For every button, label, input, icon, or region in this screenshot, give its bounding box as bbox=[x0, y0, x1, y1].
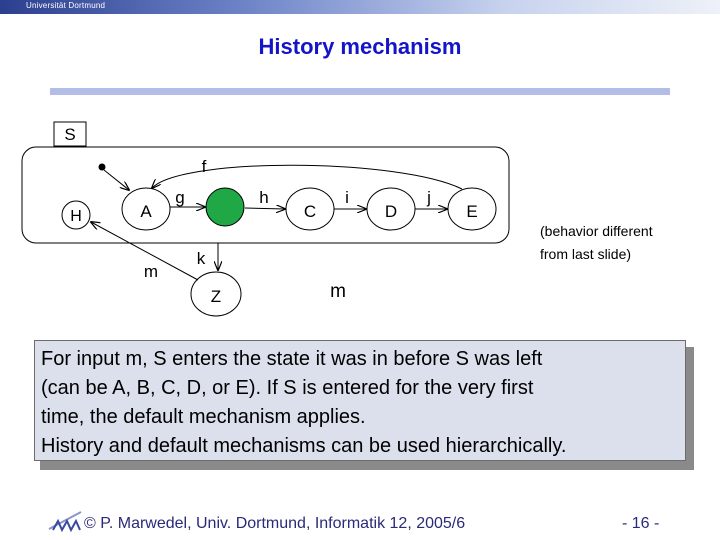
transition-i-label: i bbox=[345, 188, 349, 207]
slide-title: History mechanism bbox=[258, 34, 462, 59]
superstate-label: S bbox=[64, 125, 76, 144]
explanation-box bbox=[34, 340, 686, 461]
state-Z-label: Z bbox=[210, 287, 222, 306]
state-B-active bbox=[206, 188, 244, 226]
explanation-line-1: For input m, S enters the state it was in before S was left bbox=[41, 348, 543, 370]
state-E-label: E bbox=[466, 202, 478, 221]
state-C-label: C bbox=[303, 202, 317, 221]
behavior-note-line1: (behavior different bbox=[540, 223, 653, 239]
transition-h-label: h bbox=[259, 188, 269, 207]
transition-k-label: k bbox=[196, 249, 206, 268]
transition-j-label: j bbox=[427, 188, 431, 207]
explanation-line-3: time, the default mechanism applies. bbox=[41, 406, 366, 428]
institution-label: Universität Dortmund bbox=[26, 1, 106, 10]
default-entry-dot bbox=[99, 164, 106, 171]
transition-m-label: m bbox=[143, 262, 159, 281]
state-D-label: D bbox=[384, 202, 398, 221]
explanation-line-4: History and default mechanisms can be used hierarchically. bbox=[41, 435, 567, 457]
behavior-note-line2: from last slide) bbox=[540, 246, 632, 262]
footer-copyright: © P. Marwedel, Univ. Dortmund, Informatik 12, 2005/6 bbox=[84, 515, 466, 532]
transition-f-label: f bbox=[201, 157, 207, 176]
transition-g-label: g bbox=[175, 188, 185, 207]
state-A-label: A bbox=[140, 202, 152, 221]
history-label: H bbox=[70, 208, 82, 225]
university-logo-icon bbox=[48, 509, 82, 533]
page-number: - 16 - bbox=[622, 515, 660, 532]
input-m-label: m bbox=[330, 281, 346, 302]
explanation-line-2: (can be A, B, C, D, or E). If S is entered for the very first bbox=[41, 377, 534, 399]
